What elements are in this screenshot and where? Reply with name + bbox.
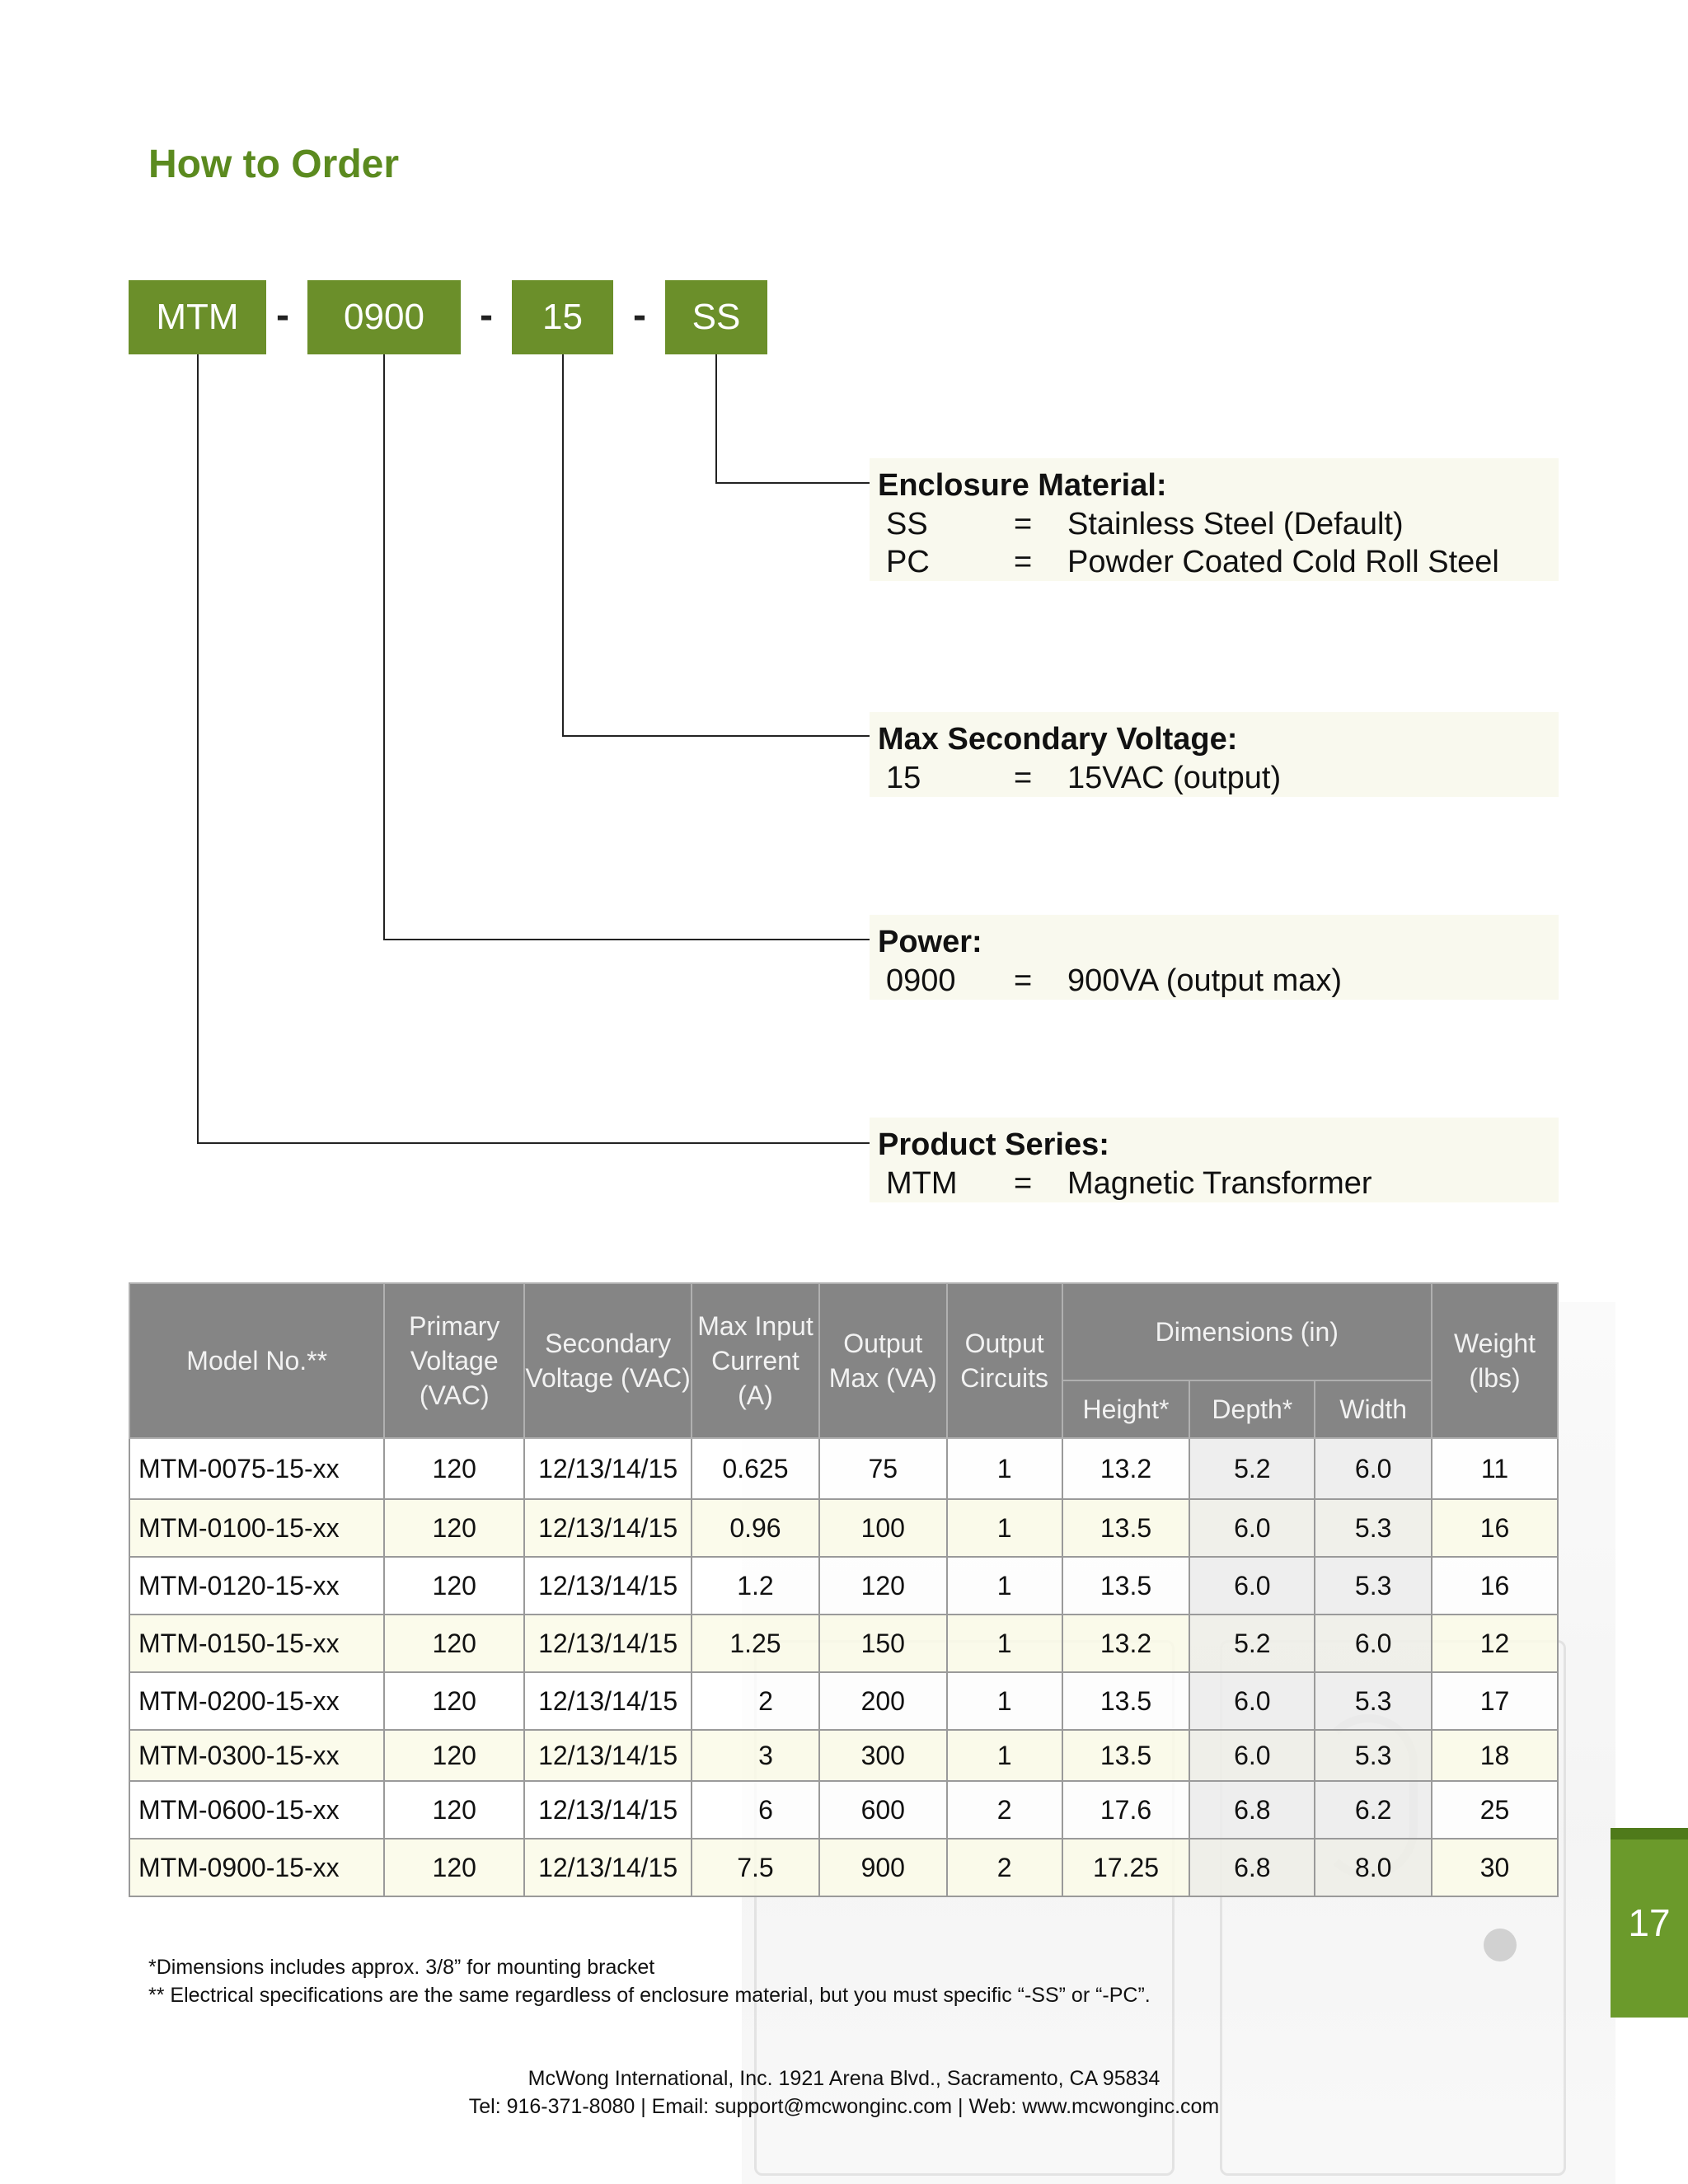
cell-primary: 120 [384,1730,524,1781]
section-heading: Max Secondary Voltage: [878,722,1238,757]
table-row [129,1499,1558,1557]
cell-model: MTM-0120-15-xx [129,1557,384,1615]
cell-model: MTM-0300-15-xx [129,1730,384,1781]
cell-depth: 6.0 [1189,1557,1315,1615]
cell-primary: 120 [384,1839,524,1896]
equals-sign: = [1014,506,1033,541]
section-heading: Power: [878,925,982,959]
cell-depth: 6.0 [1189,1499,1315,1557]
cell-current: 0.96 [692,1499,819,1557]
cell-model: MTM-0600-15-xx [129,1781,384,1839]
cell-current: 2 [692,1672,819,1730]
footnote-dimensions: *Dimensions includes approx. 3/8” for mounting bracket [148,1956,655,1979]
enclosure-material-section [870,458,1559,581]
page-title: How to Order [148,143,400,186]
option-description: 15VAC (output) [1067,760,1282,795]
table-row [129,1730,1558,1781]
cell-model: MTM-0100-15-xx [129,1499,384,1557]
option-code: SS [886,506,928,541]
cell-secondary: 12/13/14/15 [524,1615,692,1672]
cell-width: 6.0 [1315,1438,1432,1499]
cell-output: 200 [819,1672,947,1730]
table-row [129,1781,1558,1839]
cell-weight: 16 [1432,1557,1558,1615]
section-heading: Product Series: [878,1127,1109,1162]
page-tab-accent [1611,1828,1688,1840]
cell-primary: 120 [384,1557,524,1615]
header-primary-voltage: Primary Voltage (VAC) [384,1283,524,1438]
cell-circuits: 1 [947,1672,1062,1730]
equals-sign: = [1014,1165,1033,1201]
order-code-enclosure: SS [665,280,767,354]
cell-width: 6.2 [1315,1781,1432,1839]
cell-primary: 120 [384,1499,524,1557]
option-row [870,759,1559,797]
cell-weight: 30 [1432,1839,1558,1896]
cell-model: MTM-0200-15-xx [129,1672,384,1730]
cell-circuits: 1 [947,1438,1062,1499]
option-description: Powder Coated Cold Roll Steel [1067,544,1499,579]
cell-weight: 18 [1432,1730,1558,1781]
cell-height: 17.6 [1062,1781,1190,1839]
cell-height: 13.5 [1062,1730,1190,1781]
cell-circuits: 2 [947,1781,1062,1839]
option-row [870,1165,1559,1202]
cell-width: 5.3 [1315,1672,1432,1730]
connector-line [383,354,385,940]
cell-height: 13.5 [1062,1557,1190,1615]
cell-weight: 16 [1432,1499,1558,1557]
connector-line [562,735,870,737]
connector-line [383,939,870,940]
max-secondary-voltage-section [870,712,1559,797]
equals-sign: = [1014,760,1033,795]
cell-circuits: 1 [947,1615,1062,1672]
equals-sign: = [1014,963,1033,998]
option-code: 0900 [886,963,956,998]
header-width: Width [1315,1380,1432,1438]
header-max-input-current: Max Input Current (A) [692,1283,819,1438]
cell-width: 6.0 [1315,1615,1432,1672]
connector-line [197,354,199,1144]
connector-line [715,354,717,484]
cell-weight: 17 [1432,1672,1558,1730]
cell-weight: 12 [1432,1615,1558,1672]
cell-secondary: 12/13/14/15 [524,1781,692,1839]
footer-contact: Tel: 916-371-8080 | Email: support@mcwonginc.com | Web: www.mcwonginc.com [468,2095,1220,2118]
option-row [870,505,1559,543]
connector-line [197,1142,870,1144]
cell-width: 5.3 [1315,1557,1432,1615]
cell-height: 13.5 [1062,1672,1190,1730]
cell-height: 13.5 [1062,1499,1190,1557]
equals-sign: = [1014,544,1033,579]
option-code: MTM [886,1165,958,1201]
option-description: 900VA (output max) [1067,963,1343,998]
header-dimensions: Dimensions (in) [1062,1283,1432,1380]
cell-model: MTM-0150-15-xx [129,1615,384,1672]
cell-secondary: 12/13/14/15 [524,1557,692,1615]
cell-circuits: 2 [947,1839,1062,1896]
model-specification-table [129,1282,1559,1897]
cell-primary: 120 [384,1615,524,1672]
cell-primary: 120 [384,1672,524,1730]
order-code-separator: - [480,293,493,337]
footer-address: McWong International, Inc. 1921 Arena Blvd., Sacramento, CA 95834 [528,2067,1160,2090]
header-weight: Weight (lbs) [1432,1283,1558,1438]
cell-width: 5.3 [1315,1499,1432,1557]
cell-output: 900 [819,1839,947,1896]
cell-height: 13.2 [1062,1438,1190,1499]
cell-secondary: 12/13/14/15 [524,1499,692,1557]
header-secondary-voltage: Secondary Voltage (VAC) [524,1283,692,1438]
section-heading: Enclosure Material: [878,468,1167,503]
cell-primary: 120 [384,1781,524,1839]
header-model: Model No.** [129,1283,384,1438]
cell-secondary: 12/13/14/15 [524,1672,692,1730]
option-code: PC [886,544,930,579]
order-code-power: 0900 [307,280,461,354]
cell-output: 150 [819,1615,947,1672]
option-description: Magnetic Transformer [1067,1165,1372,1201]
order-code-separator: - [633,293,646,337]
cell-current: 3 [692,1730,819,1781]
cell-width: 8.0 [1315,1839,1432,1896]
table-row [129,1839,1558,1896]
product-series-section [870,1118,1559,1202]
cell-secondary: 12/13/14/15 [524,1438,692,1499]
cell-current: 1.2 [692,1557,819,1615]
option-row [870,962,1559,1000]
order-code-voltage: 15 [512,280,613,354]
cell-model: MTM-0075-15-xx [129,1438,384,1499]
cell-secondary: 12/13/14/15 [524,1730,692,1781]
cell-secondary: 12/13/14/15 [524,1839,692,1896]
cell-depth: 6.0 [1189,1730,1315,1781]
cell-output: 120 [819,1557,947,1615]
connector-line [562,354,564,737]
cell-depth: 5.2 [1189,1438,1315,1499]
header-output-circuits: Output Circuits [947,1283,1062,1438]
cell-model: MTM-0900-15-xx [129,1839,384,1896]
cell-primary: 120 [384,1438,524,1499]
cell-current: 6 [692,1781,819,1839]
cell-output: 75 [819,1438,947,1499]
cell-depth: 6.0 [1189,1672,1315,1730]
table-row [129,1615,1558,1672]
option-row [870,543,1559,581]
header-depth: Depth* [1189,1380,1315,1438]
footnote-electrical: ** Electrical specifications are the same regardless of enclosure material, but you must specific “-SS” or “-PC”. [148,1984,1151,2007]
cell-circuits: 1 [947,1499,1062,1557]
cell-output: 100 [819,1499,947,1557]
option-code: 15 [886,760,921,795]
cell-circuits: 1 [947,1557,1062,1615]
page-number-tab: 17 [1611,1828,1688,2018]
cell-width: 5.3 [1315,1730,1432,1781]
background-knob [1484,1929,1517,1961]
cell-weight: 25 [1432,1781,1558,1839]
cell-weight: 11 [1432,1438,1558,1499]
cell-current: 1.25 [692,1615,819,1672]
cell-current: 7.5 [692,1839,819,1896]
cell-depth: 5.2 [1189,1615,1315,1672]
table-row [129,1672,1558,1730]
cell-height: 17.25 [1062,1839,1190,1896]
cell-depth: 6.8 [1189,1839,1315,1896]
cell-depth: 6.8 [1189,1781,1315,1839]
order-code-series: MTM [129,280,266,354]
power-section [870,915,1559,1000]
order-code-separator: - [276,293,289,337]
cell-output: 300 [819,1730,947,1781]
cell-current: 0.625 [692,1438,819,1499]
connector-line [715,482,870,484]
option-description: Stainless Steel (Default) [1067,506,1404,541]
cell-circuits: 1 [947,1730,1062,1781]
header-output-max: Output Max (VA) [819,1283,947,1438]
table-row [129,1557,1558,1615]
cell-height: 13.2 [1062,1615,1190,1672]
header-height: Height* [1062,1380,1190,1438]
table-row [129,1438,1558,1499]
cell-output: 600 [819,1781,947,1839]
footnotes [148,1953,1151,2009]
